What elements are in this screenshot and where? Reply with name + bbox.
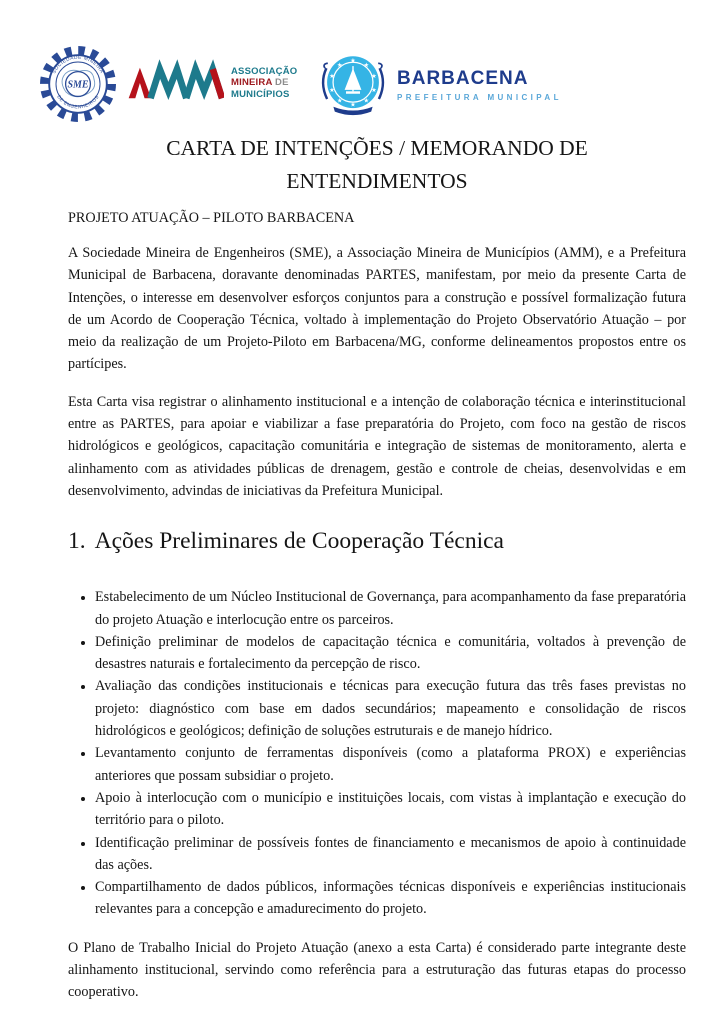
section-title: Ações Preliminares de Cooperação Técnica [94, 528, 504, 555]
barbacena-subtitle: PREFEITURA MUNICIPAL [397, 92, 562, 102]
svg-text:★: ★ [363, 97, 370, 105]
section-heading [68, 526, 686, 556]
paragraph-intro: A Sociedade Mineira de Engenheiros (SME), a Associação Mineira de Municípios (AMM), e a Prefeitura Municipal de Barbacena, doravante denominadas PARTES, manifestam, por meio da presente Carta de Intenções, o interesse em desenvolver esforços conjuntos para a construção e possível formalização futura de um Acordo de Cooperação Técnica, voltado à implementação do Projeto Observatório Atuação – por meio da realização de um Projeto-Piloto em Barbacena/MG, conforme delineamentos propostos entre os partícipes. [68, 245, 686, 373]
list-item: • Estabelecimento de um Núcleo Institucional de Governança, para acompanhamento da fase preparatória do projeto Atuação e interlocução entre os parceiros. [95, 586, 686, 631]
amm-logo [128, 58, 297, 108]
section-number: 1. [68, 528, 86, 555]
svg-text:★: ★ [363, 61, 370, 69]
document-content [68, 132, 686, 1004]
svg-text:★: ★ [329, 73, 335, 80]
sme-ring-text-bottom: DE ENGENHEIROS [55, 94, 101, 111]
list-item: • Apoio à interlocução com o município e instituições locais, com vistas à implantação e execução do território para o piloto. [95, 787, 686, 832]
amm-line2-rest: DE [272, 77, 289, 89]
barbacena-name: BARBACENA [397, 67, 529, 89]
amm-line2-bold: MINEIRA [231, 77, 273, 89]
list-item: • Definição preliminar de modelos de capacitação técnica e comunitária, voltados à prevenção de desastres naturais e fortalecimento da percepção de risco. [95, 631, 686, 676]
amm-letters-icon [128, 58, 224, 108]
paragraph-closing: O Plano de Trabalho Inicial do Projeto Atuação (anexo a esta Carta) é considerado parte integrante deste alinhamento institucional, servindo como referência para a estruturação das futuras etapas do processo cooperativo. [68, 939, 686, 1001]
barbacena-emblem-icon [318, 50, 388, 120]
sme-abbr-text: SME [67, 79, 89, 91]
list-item: • Compartilhamento de dados públicos, informações técnicas disponíveis e experiências institucionais relevantes para a concepção e amadurecimento do projeto. [95, 876, 686, 921]
document-subtitle: PROJETO ATUAÇÃO – PILOTO BARBACENA [68, 210, 355, 226]
barbacena-logo [318, 50, 562, 120]
svg-text:★: ★ [371, 73, 377, 80]
sme-logo [36, 44, 120, 124]
svg-text:★: ★ [336, 61, 343, 69]
list-item: • Identificação preliminar de possíveis fontes de financiamento e mecanismos de apoio à continuidade das ações. [95, 832, 686, 877]
list-item: • Avaliação das condições institucionais e técnicas para execução futura das três fases previstas no projeto: diagnóstico com base em dados secundários; mapeamento e consolidação de riscos hidrológicos e geológicos; definição de soluções estruturais e de manejo hídrico. [95, 675, 686, 742]
amm-line3: MUNICÍPIOS [231, 88, 290, 100]
document-title: CARTA DE INTENÇÕES / MEMORANDO DE ENTENDIMENTOS [166, 136, 588, 193]
amm-line2 [231, 77, 297, 89]
barbacena-wordmark [397, 69, 562, 102]
svg-text:★: ★ [350, 57, 356, 65]
paragraph-purpose: Esta Carta visa registrar o alinhamento institucional e a intenção de colaboração técnica e interinstitucional entre as PARTES, para apoiar e viabilizar a fase preparatória do Projeto, com foco na gestão de riscos hidrológicos e geológicos, capacitação comunitária e integração de sistemas de monitoramento, alerta e alinhamento com as atividades públicas de drenagem, gestão e controle de cheias, desenvolvidas e em desenvolvimento, advindas de iniciativas da Prefeitura Municipal. [68, 393, 686, 499]
sme-ring-text-top: SOCIEDADE MINEIRA [52, 55, 104, 75]
amm-wordmark [231, 66, 297, 101]
svg-text:★: ★ [336, 97, 343, 105]
amm-line1: ASSOCIAÇÃO [231, 65, 298, 77]
svg-text:★: ★ [350, 101, 356, 109]
svg-text:★: ★ [329, 87, 335, 94]
gear-icon [36, 44, 120, 124]
list-item: • Levantamento conjunto de ferramentas disponíveis (como a plataforma PROX) e experiências anteriores que possam subsidiar o projeto. [95, 742, 686, 787]
svg-text:★: ★ [371, 87, 377, 94]
preliminary-actions-list [68, 586, 686, 920]
